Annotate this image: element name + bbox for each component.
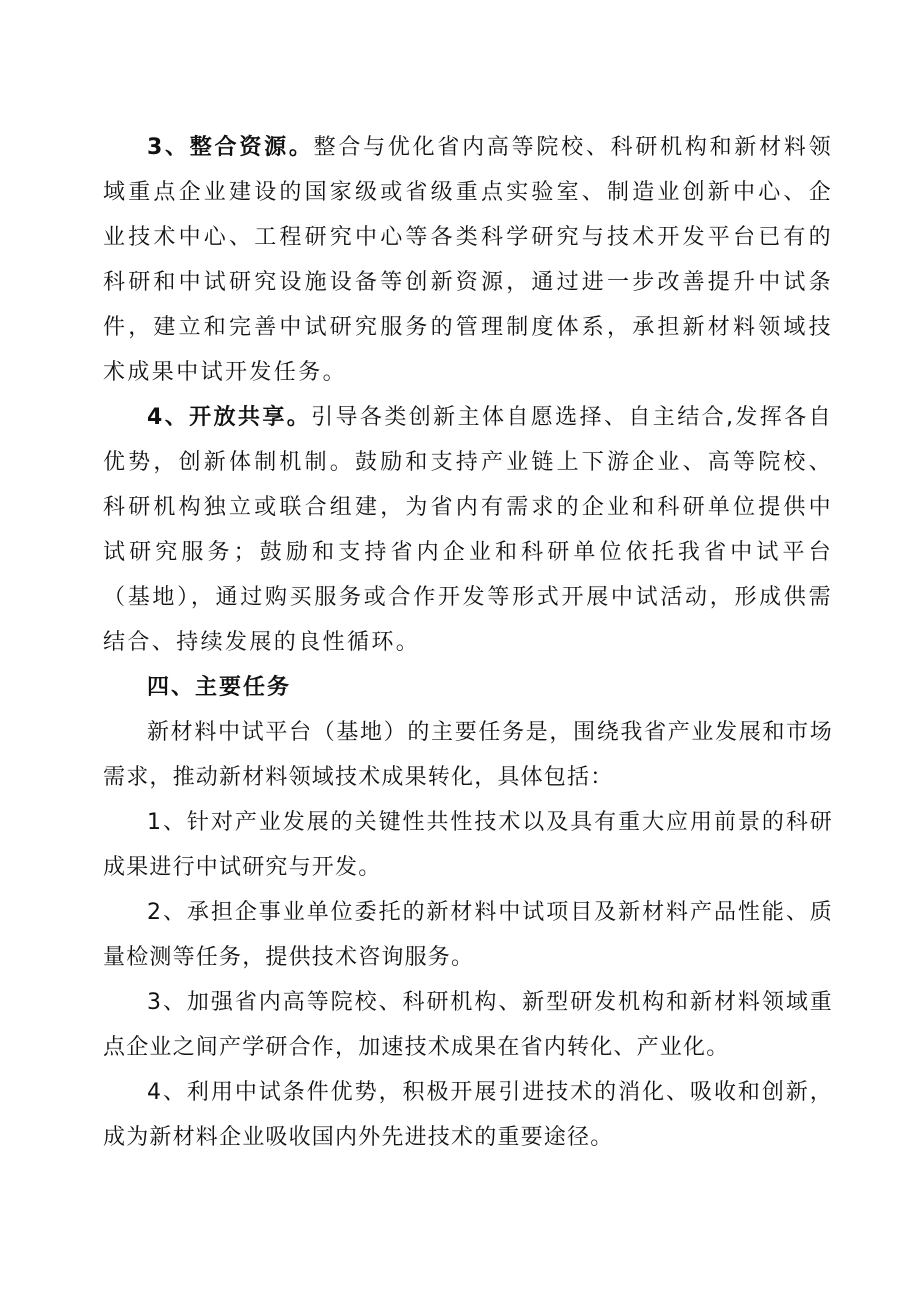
section-heading-main-tasks <box>103 665 833 710</box>
paragraph-text: 整合与优化省内高等院校、科研机构和新材料领域重点企业建设的国家级或省级重点实验室、制造业创新中心、企业技术中心、工程研究中心等各类科学研究与技术开发平台已有的科研和中试研究设施设备等创新资源，通过进一步改善提升中试条件，建立和完善中试研究服务的管理制度体系，承担新材料领域技术成果中试开发任务。 <box>103 135 834 385</box>
paragraph-integrate-resources <box>103 125 833 395</box>
paragraph-text: 引导各类创新主体自愿选择、自主结合,发挥各自优势，创新体制机制。鼓励和支持产业链上下游企业、高等院校、科研机构独立或联合组建，为省内有需求的企业和科研单位提供中试研究服务；鼓励和支持省内企业和科研单位依托我省中试平台（基地），通过购买服务或合作开发等形式开展中试活动，形成供需结合、持续发展的良性循环。 <box>103 405 834 655</box>
paragraph-open-sharing <box>103 395 833 665</box>
document-body <box>103 125 833 1160</box>
paragraph-lead: 3、整合资源。 <box>147 135 314 160</box>
paragraph-task-4 <box>103 1070 833 1160</box>
paragraph-task-2 <box>103 890 833 980</box>
paragraph-task-1 <box>103 800 833 890</box>
paragraph-text: 4、利用中试条件优势，积极开展引进技术的消化、吸收和创新，成为新材料企业吸收国内外先进技术的重要途径。 <box>103 1080 833 1150</box>
paragraph-text: 1、针对产业发展的关键性共性技术以及具有重大应用前景的科研成果进行中试研究与开发。 <box>103 810 833 880</box>
section-heading: 四、主要任务 <box>147 675 292 700</box>
paragraph-text: 3、加强省内高等院校、科研机构、新型研发机构和新材料领域重点企业之间产学研合作，加速技术成果在省内转化、产业化。 <box>103 990 833 1060</box>
paragraph-text: 2、承担企事业单位委托的新材料中试项目及新材料产品性能、质量检测等任务，提供技术咨询服务。 <box>103 900 833 970</box>
paragraph-lead: 4、开放共享。 <box>147 405 312 430</box>
paragraph-text: 新材料中试平台（基地）的主要任务是，围绕我省产业发展和市场需求，推动新材料领域技术成果转化，具体包括： <box>103 720 833 790</box>
paragraph-main-tasks-intro <box>103 710 833 800</box>
paragraph-task-3 <box>103 980 833 1070</box>
